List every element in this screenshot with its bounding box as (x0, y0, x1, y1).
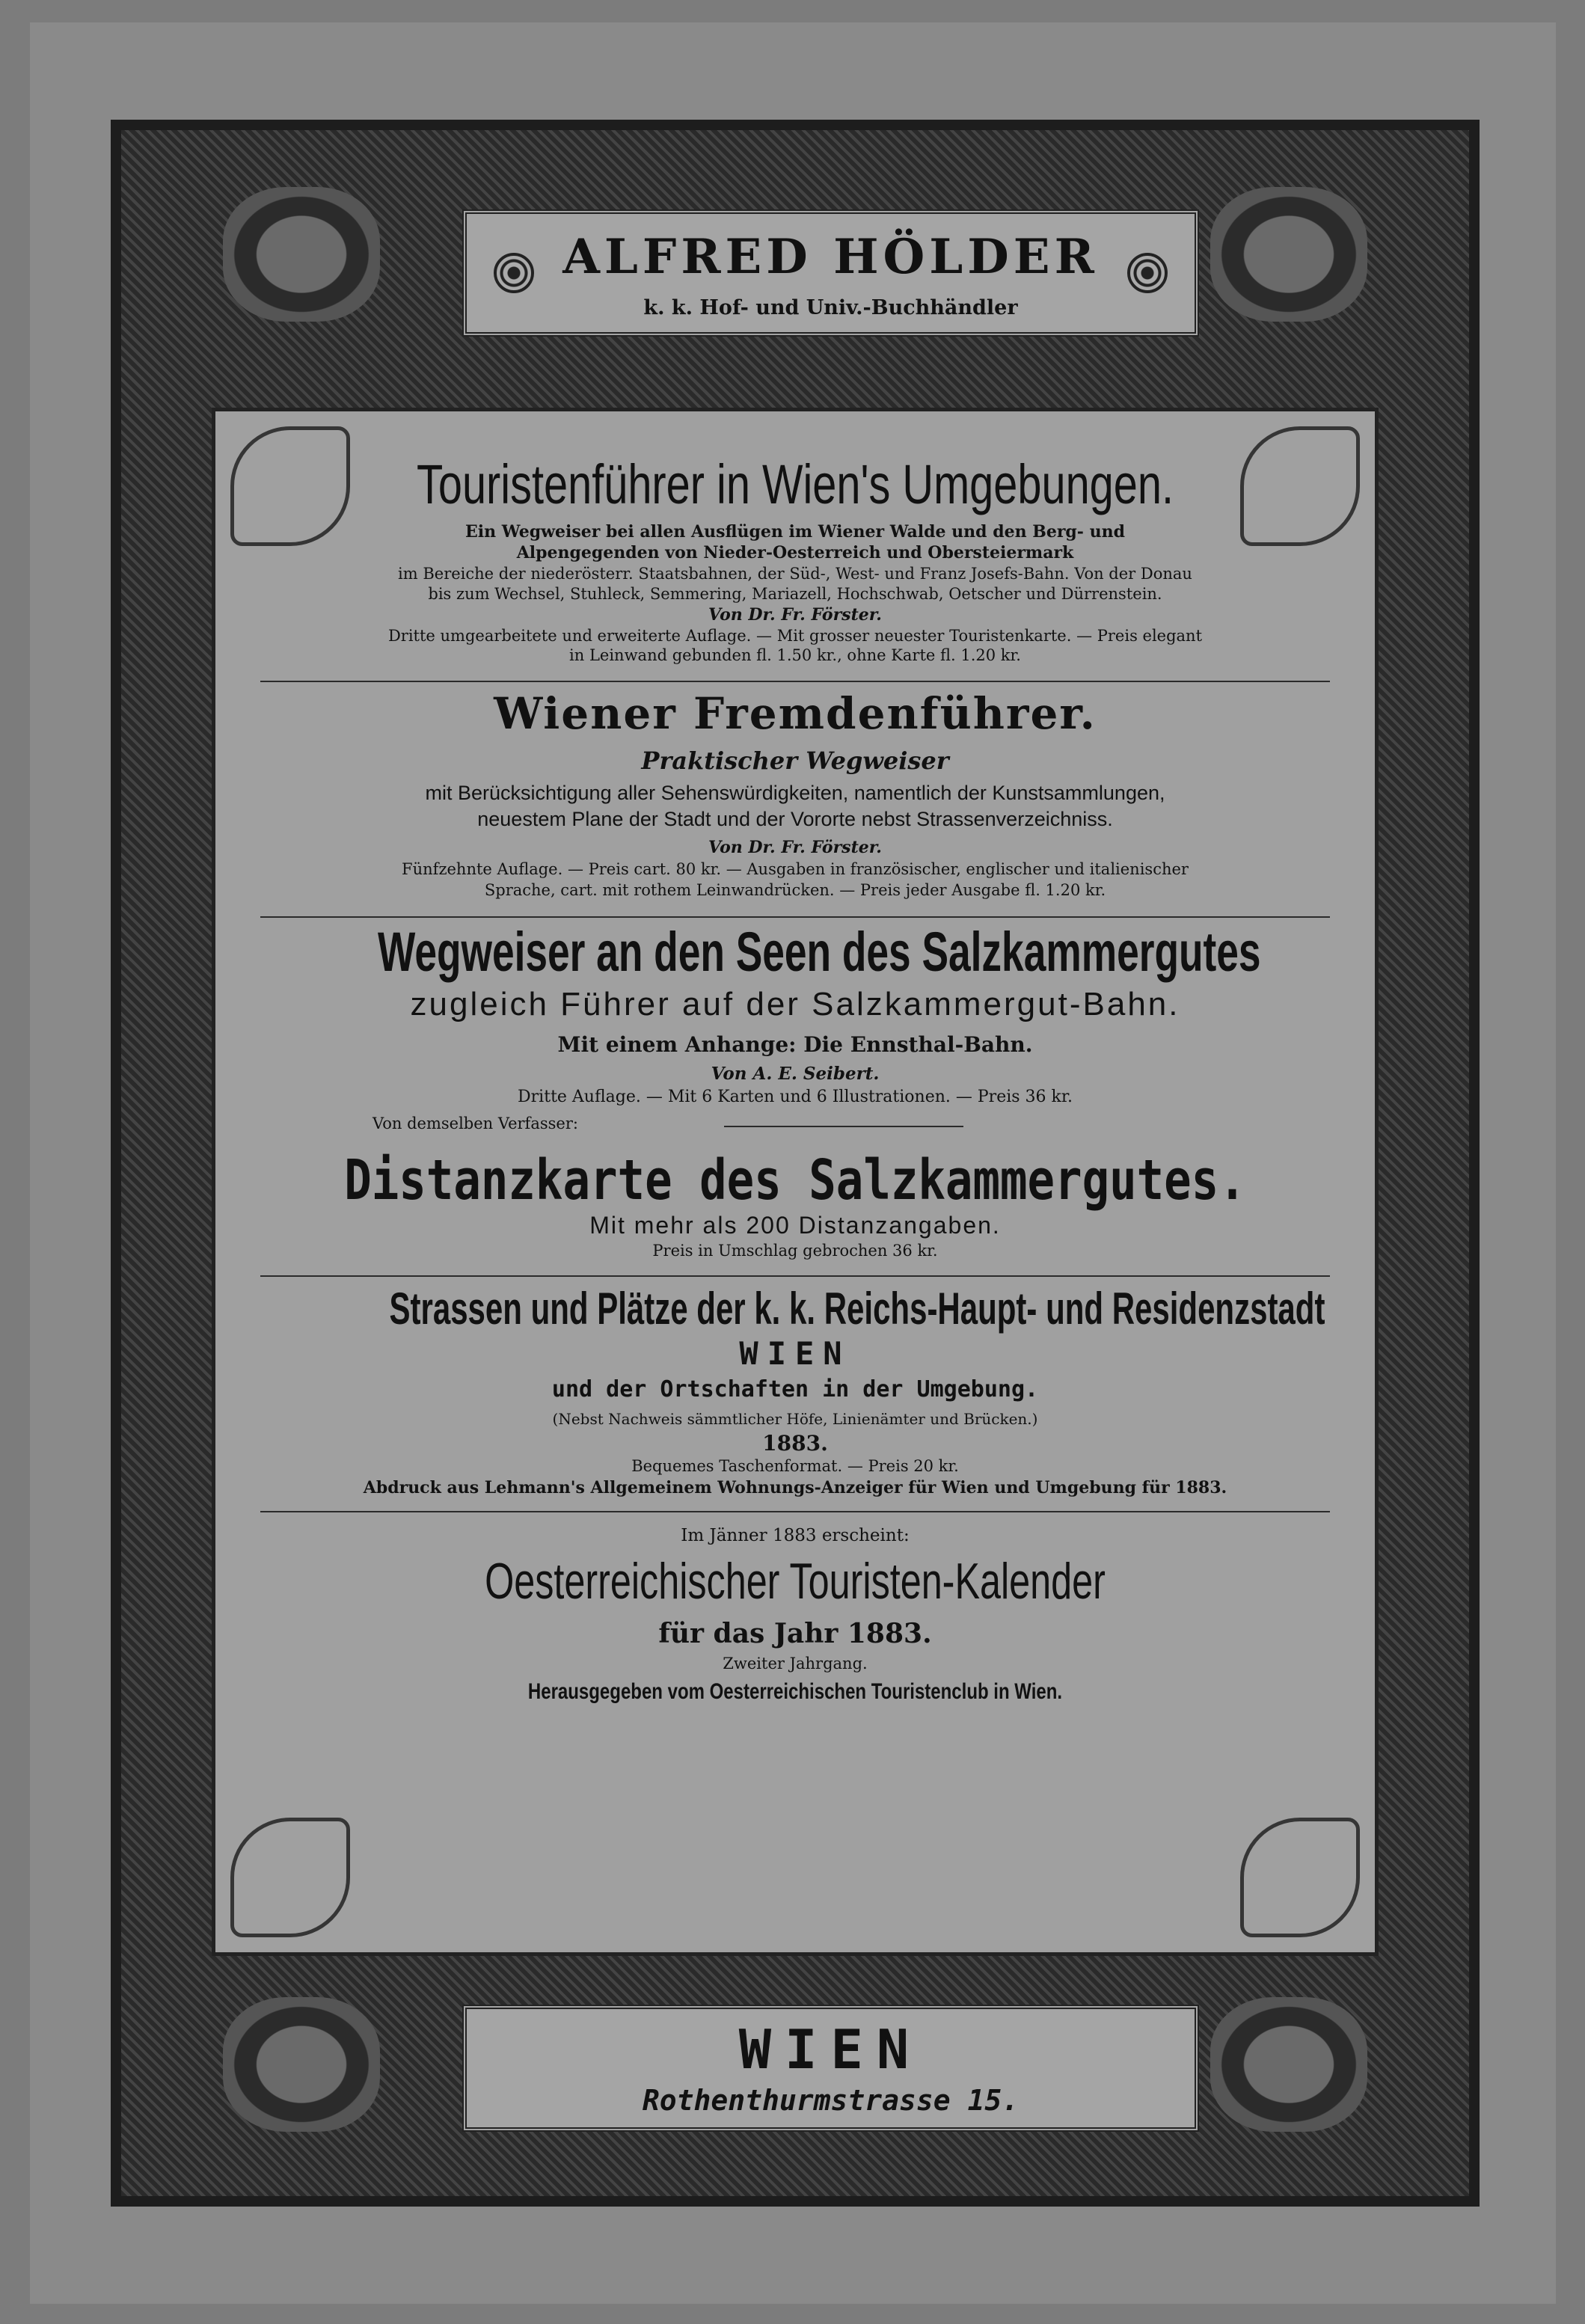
ad-subtitle: WIEN (739, 1335, 851, 1372)
cherub-ornament-left (223, 1997, 380, 2132)
publisher-subtitle: k. k. Hof- und Univ.-Buchhändler (643, 296, 1018, 319)
divider (260, 1511, 1330, 1512)
ad-line: in Leinwand gebunden fl. 1.50 kr., ohne Karte fl. 1.20 kr. (569, 646, 1021, 664)
publisher-name: ALFRED HÖLDER (562, 229, 1099, 285)
ad-line: Bequemes Taschenformat. — Preis 20 kr. (631, 1457, 959, 1475)
ad-line: Alpengegenden von Nieder-Oesterreich und Obersteiermark (516, 543, 1074, 562)
corner-ornament (1240, 1818, 1360, 1937)
publisher-header (462, 209, 1199, 337)
ad-author: Von A. E. Seibert. (711, 1064, 880, 1084)
ad-author: Von Dr. Fr. Förster. (708, 605, 882, 625)
ornamental-frame (111, 120, 1480, 2207)
publisher-footer (462, 2005, 1199, 2132)
ad-year: 1883. (762, 1431, 828, 1456)
ad-line: Dritte Auflage. — Mit 6 Karten und 6 Illustrationen. — Preis 36 kr. (518, 1088, 1073, 1106)
footer-city: WIEN (738, 2018, 923, 2081)
ad-line: Mit einem Anhange: Die Ennsthal-Bahn. (557, 1032, 1033, 1057)
ad-line: neuestem Plane der Stadt und der Vororte nebst Strassenverzeichniss. (477, 808, 1113, 830)
ad-line: für das Jahr 1883. (658, 1618, 932, 1649)
ad-title: Strassen und Plätze der k. k. Reichs-Haupt- und Residenzstadt (389, 1284, 1325, 1334)
ad-subtitle: zugleich Führer auf der Salzkammergut-Bahn. (410, 986, 1180, 1023)
divider (260, 1275, 1330, 1277)
ad-line: Sprache, cart. mit rothem Leinwandrücken. — Preis jeder Ausgabe fl. 1.20 kr. (484, 881, 1106, 899)
ad-line: Dritte umgearbeitete und erweiterte Auflage. — Mit grosser neuester Touristenkarte. — Preis elegant (387, 627, 1203, 645)
ad-line: Herausgegeben vom Oesterreichischen Touristenclub in Wien. (527, 1679, 1063, 1704)
ad-title: Wiener Fremdenführer. (494, 688, 1097, 739)
ad-line: Mit mehr als 200 Distanzangaben. (589, 1212, 1001, 1239)
ad-subtitle: Praktischer Wegweiser (641, 746, 949, 775)
ad-line: mit Berücksichtigung aller Sehenswürdigkeiten, namentlich der Kunstsammlungen, (425, 782, 1165, 804)
cherub-ornament-right (1210, 1997, 1367, 2132)
ad-line: Ein Wegweiser bei allen Ausflügen im Wiener Walde und den Berg- und (465, 522, 1125, 542)
ad-line: bis zum Wechsel, Stuhleck, Semmering, Mariazell, Hochschwab, Oetscher und Dürrenstein. (428, 585, 1162, 603)
ad-line: Zweiter Jahrgang. (723, 1655, 868, 1673)
ad-title: Touristenführer in Wien's Umgebungen. (416, 453, 1174, 515)
ad-line: (Nebst Nachweis sämmtlicher Höfe, Linienämter und Brücken.) (552, 1410, 1038, 1428)
ad-line: und der Ortschaften in der Umgebung. (551, 1376, 1039, 1402)
griffin-ornament-left (223, 187, 380, 322)
divider (260, 681, 1330, 682)
corner-ornament (230, 1818, 350, 1937)
ad-line: Von demselben Verfasser: (373, 1115, 578, 1132)
ad-line: Fünfzehnte Auflage. — Preis cart. 80 kr. — Ausgaben in französischer, englischer und italienischer (402, 860, 1189, 878)
divider (260, 916, 1330, 918)
ad-line: Preis in Umschlag gebrochen 36 kr. (652, 1242, 938, 1260)
ad-title: Distanzkarte des Salzkammergutes. (344, 1148, 1246, 1212)
ad-line: Abdruck aus Lehmann's Allgemeinem Wohnungs-Anzeiger für Wien und Umgebung für 1883. (363, 1478, 1227, 1497)
short-divider (724, 1126, 963, 1127)
ad-line: im Bereiche der niederösterr. Staatsbahnen, der Süd-, West- und Franz Josefs-Bahn. Von der Donau (398, 565, 1192, 583)
ad-author: Von Dr. Fr. Förster. (708, 838, 882, 857)
ad-announcement: Im Jänner 1883 erscheint: (681, 1526, 910, 1545)
griffin-ornament-right (1210, 187, 1367, 322)
ad-title: Oesterreichischer Touristen-Kalender (485, 1553, 1106, 1610)
footer-address: Rothenthurmstrasse 15. (642, 2084, 1020, 2117)
ad-title: Wegweiser an den Seen des Salzkammergutes (378, 921, 1261, 983)
advertisement-panel (212, 408, 1379, 1956)
